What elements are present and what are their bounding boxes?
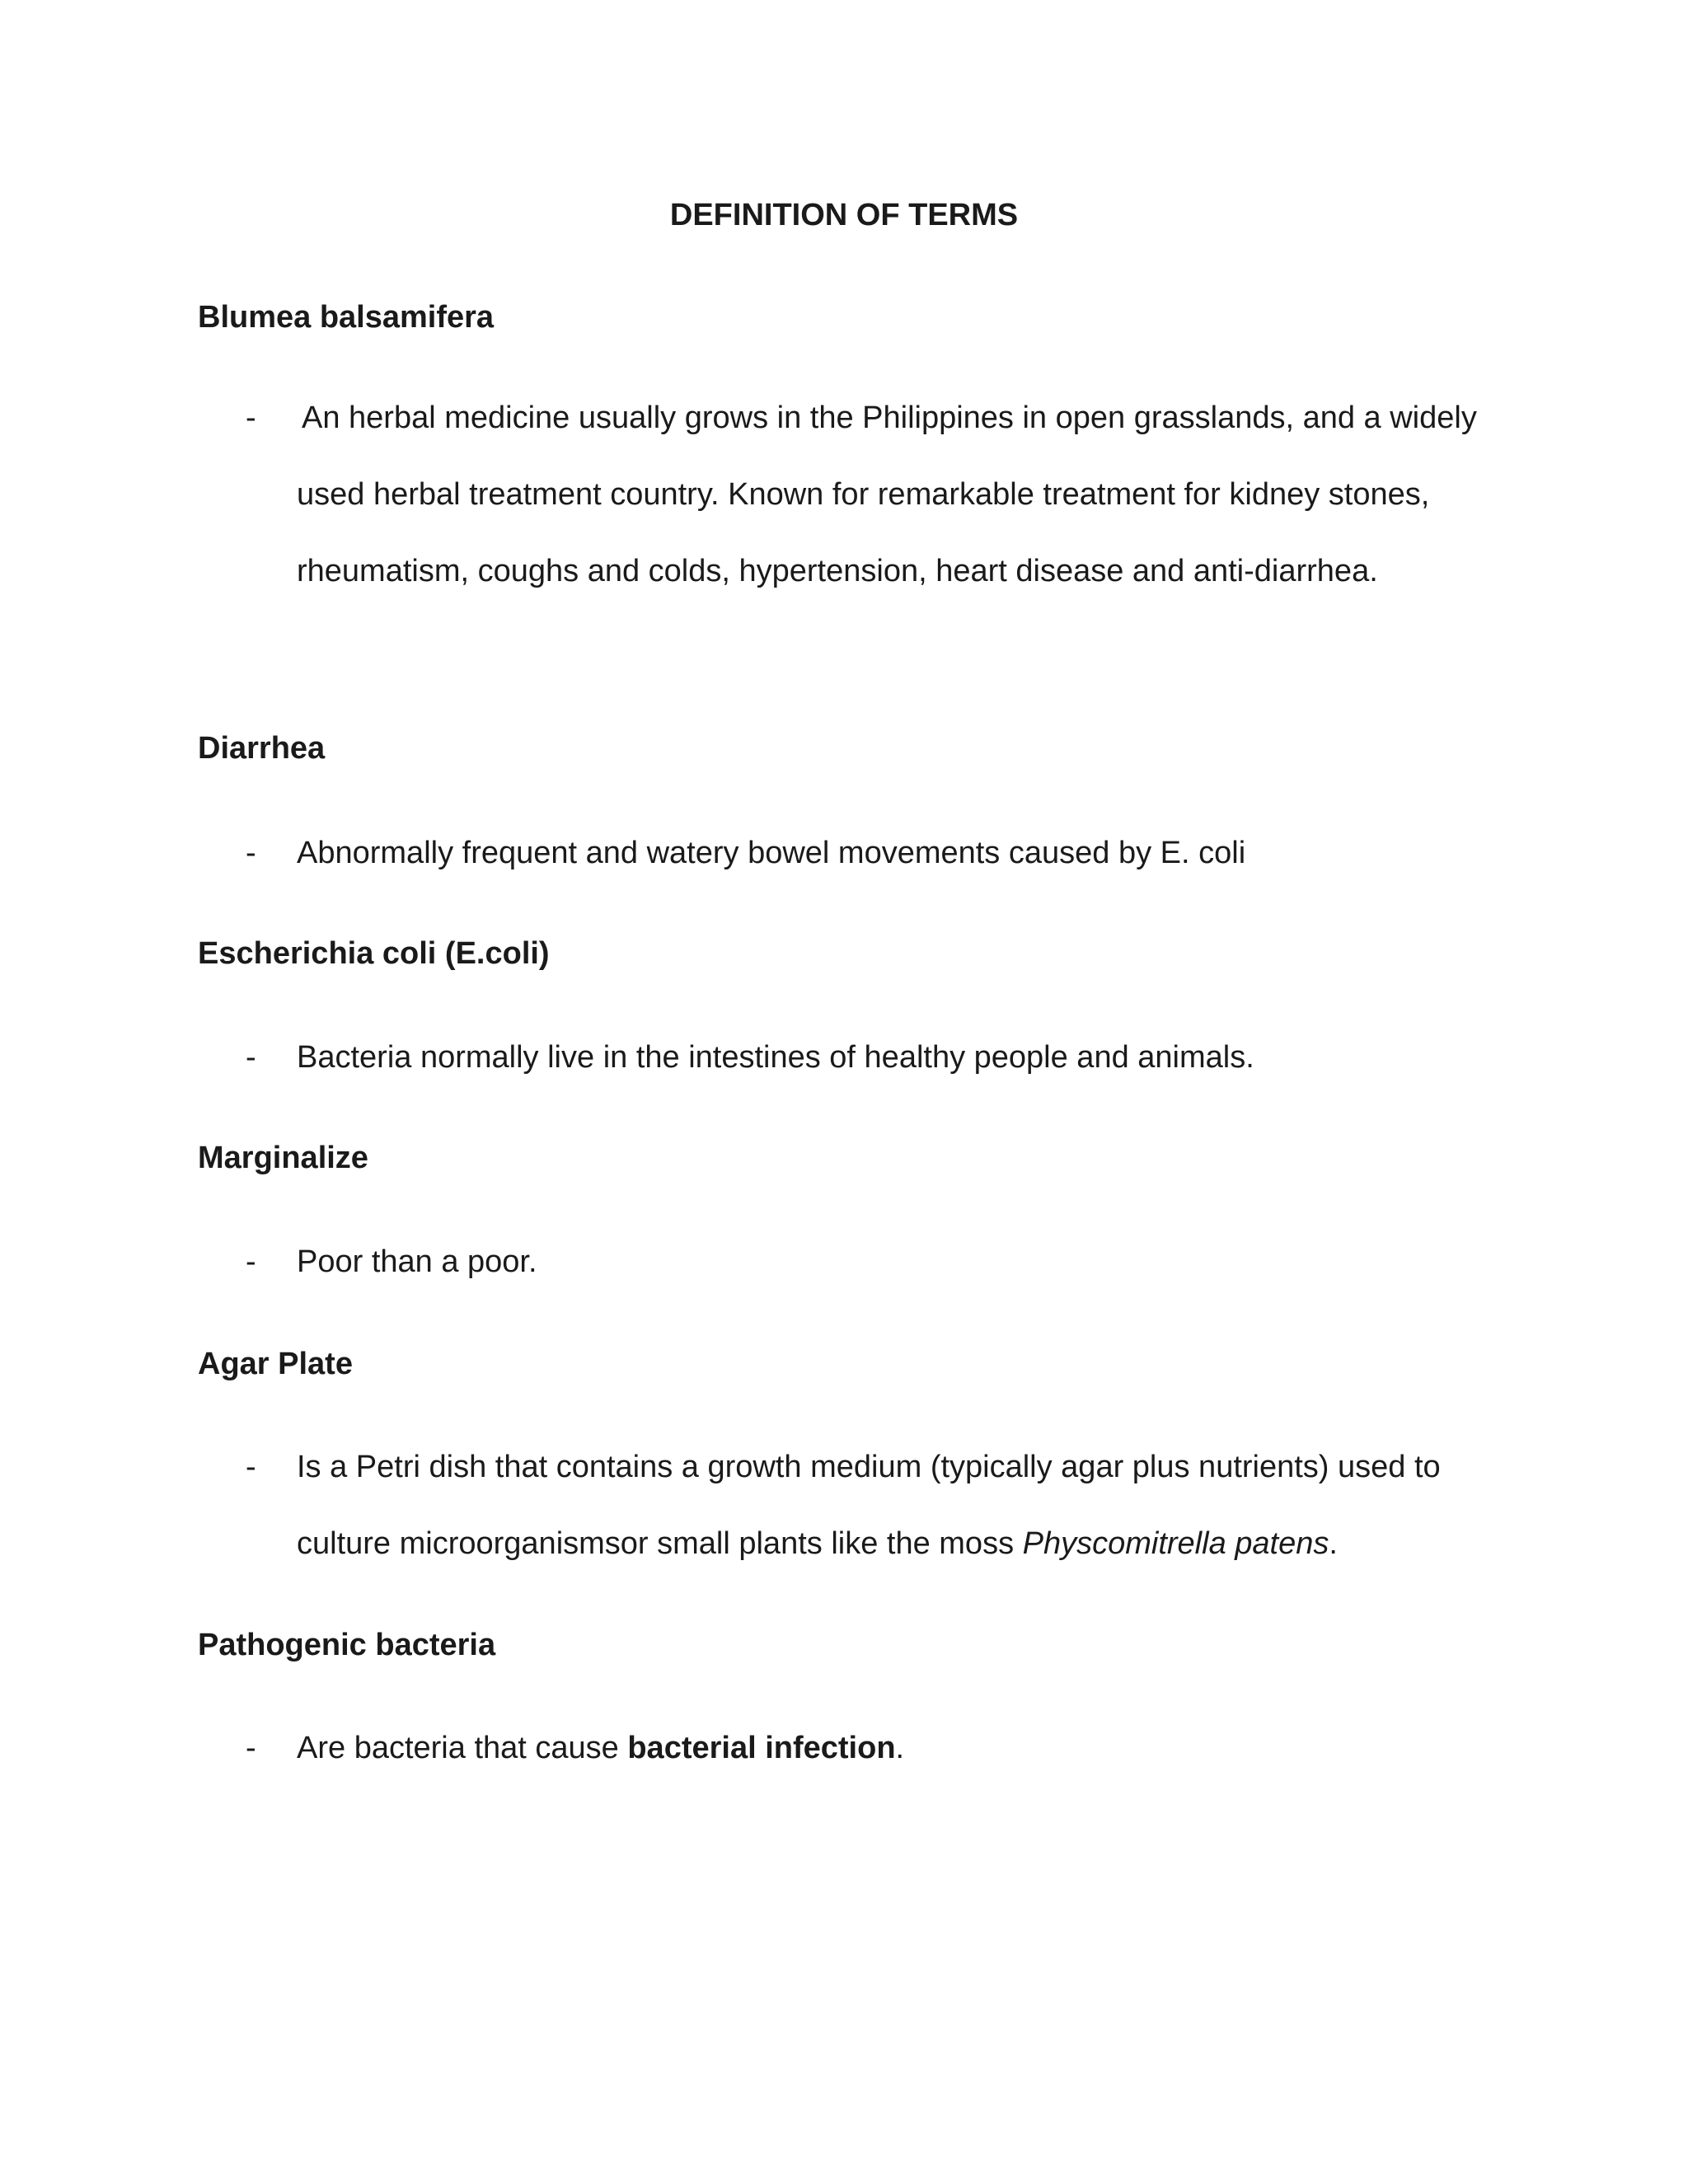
definition-item [246, 1019, 1498, 1096]
definition-text: Abnormally frequent and watery bowel movements caused by E. coli [297, 836, 1246, 870]
definition-text-end: . [1329, 1526, 1338, 1561]
definition-item [246, 1224, 1498, 1301]
definition-text [246, 1710, 1498, 1787]
definition-text-main: Is a Petri dish that contains a growth medium (typically agar plus nutrients) used to culture microorganismsor small plants like the moss [297, 1450, 1441, 1561]
term-heading: Diarrhea [198, 731, 326, 766]
page-title: DEFINITION OF TERMS [669, 198, 1019, 232]
definition-text: Poor than a poor. [297, 1244, 537, 1279]
definition-text-main: Are bacteria that cause [297, 1731, 628, 1765]
definition-text [246, 1429, 1498, 1582]
list-dash: - [246, 1040, 256, 1075]
definition-item [246, 380, 1498, 610]
definition-item [246, 815, 1498, 892]
list-dash: - [246, 1244, 256, 1279]
species-name: Physcomitrella patens [1022, 1526, 1329, 1561]
term-heading: Agar Plate [198, 1347, 353, 1381]
list-dash: - [246, 836, 256, 870]
definition-item [246, 1429, 1498, 1582]
list-dash: - [246, 1731, 256, 1765]
term-heading: Pathogenic bacteria [198, 1628, 496, 1662]
definition-text: Bacteria normally live in the intestines of healthy people and animals. [297, 1040, 1254, 1075]
list-dash: - [246, 401, 256, 435]
definition-text: An herbal medicine usually grows in the Philippines in open grasslands, and a widely used herbal treatment country. Known for remarkable treatment for kidney stones, rheumatism, coughs and colds, hypertension, heart disease and anti-diarrhea. [297, 401, 1477, 588]
term-heading: Blumea balsamifera [198, 300, 495, 335]
definition-item [246, 1710, 1498, 1787]
term-heading: Escherichia coli (E.coli) [198, 936, 550, 971]
list-dash: - [246, 1450, 256, 1484]
term-heading: Marginalize [198, 1141, 368, 1175]
definition-text-end: . [895, 1731, 905, 1765]
emphasized-term: bacterial infection [627, 1731, 896, 1765]
